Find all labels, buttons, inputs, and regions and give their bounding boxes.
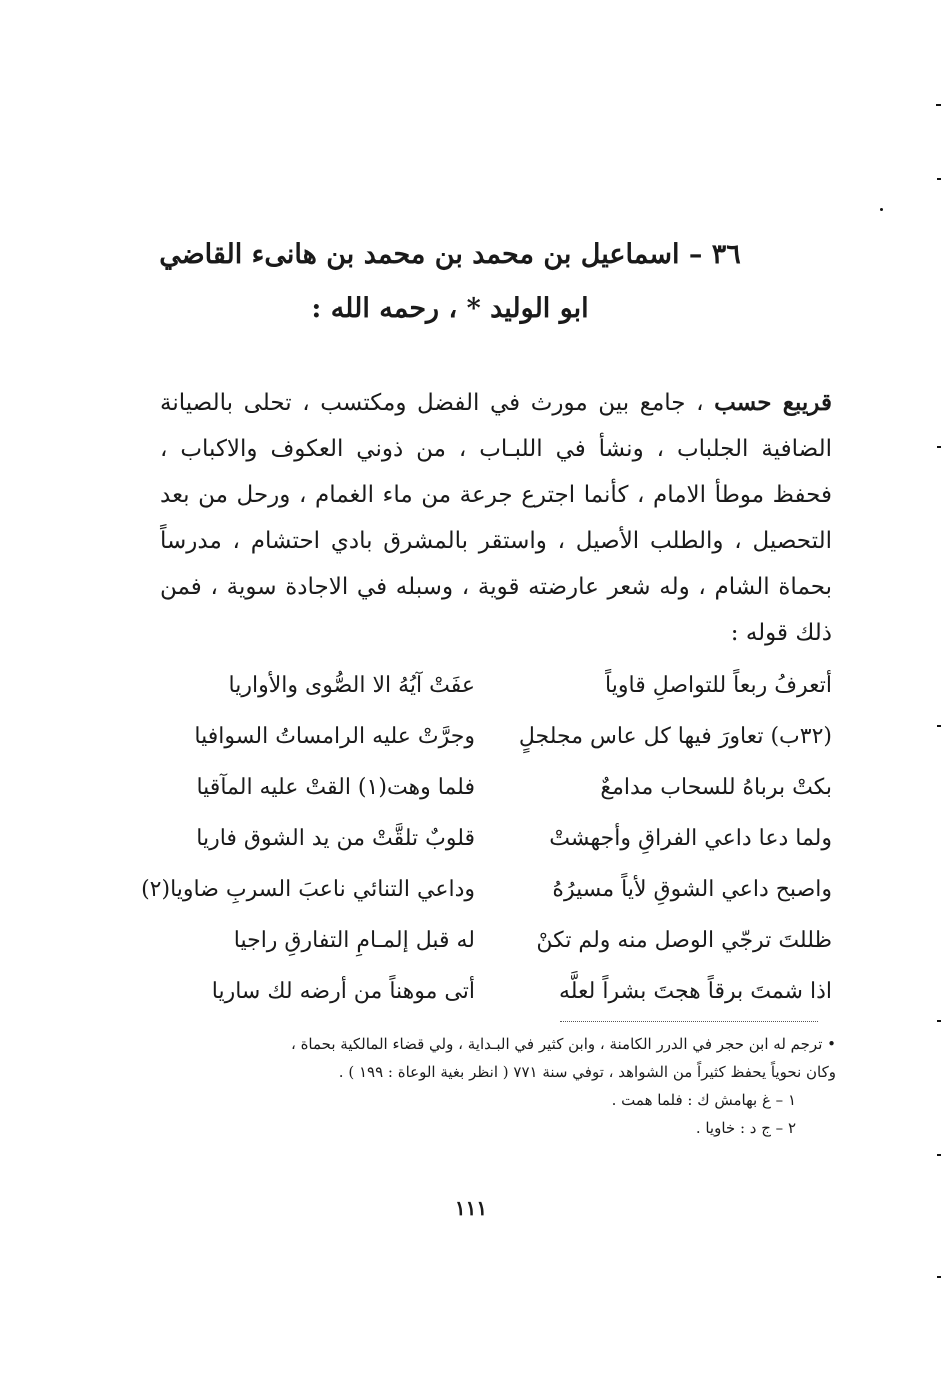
verse-first-hemistich: بكتْ برباهُ للسحاب مدامعٌ (600, 775, 832, 800)
scan-mark (937, 178, 941, 180)
scan-mark (880, 208, 883, 211)
footnotes (160, 1030, 836, 1142)
footnote-1: ١ – غ بهامش ك : فلما همت . (611, 1091, 796, 1109)
footnote-biography-continued: وكان نحوياً يحفظ كثيراً من الشواهد ، توفي سنة ٧٧١ ( انظر بغية الوعاة : ١٩٩ ) . (338, 1063, 836, 1081)
scan-mark (937, 725, 941, 727)
scan-mark (936, 104, 941, 106)
entry-title: ٣٦ – اسماعيل بن محمد بن محمد بن هانىء القاضي (159, 239, 741, 270)
verse-first-hemistich: (٣٢ب) تعاورَ فيها كل عاس مجلجلٍ (518, 724, 832, 749)
verse-first-hemistich: ظللتَ ترجّي الوصل منه ولم تكنْ (536, 928, 832, 953)
verse-second-hemistich: أتى موهناً من أرضه لك ساريا (211, 979, 475, 1004)
paragraph-opening-words: قريبع حسب (714, 389, 832, 416)
page-number: ١١١ (454, 1196, 488, 1220)
paragraph-body: ، جامع بين مورث في الفضل ومكتسب ، تحلى بالصيانة الضافية الجلباب ، ونشأ في اللبـاب ، من ذوني العكوف والاكباب ، فحفظ موطأ الامام ، كأنما اجترع جرعة من ماء الغمام ، ورحل من بعد التحصيل ، والطلب الأصيل ، واستقر بالمشرق بادي احتشام ، مدرساً بحماة الشام ، وله شعر عارضته قوية ، وسبله في الاجادة سوية ، فمن ذلك قوله : (160, 390, 832, 646)
poem-verse (160, 762, 832, 813)
footnote-2: ٢ – ج د : خاويا . (695, 1119, 796, 1137)
poem-verse (160, 813, 832, 864)
poem-verse (160, 660, 832, 711)
entry-subtitle: ابو الوليد * ، رحمه الله : (311, 293, 589, 324)
scan-mark (937, 446, 941, 448)
biography-paragraph (160, 380, 832, 656)
verse-second-hemistich: عفَتْ آيُهُ الا الصُّوى والأواريا (228, 673, 475, 698)
verse-first-hemistich: واصبح داعي الشوقِ لأياً مسيرُهُ (552, 877, 832, 902)
verse-second-hemistich: قلوبٌ تلقَّتْ من يد الشوق فاريا (196, 826, 475, 851)
verse-first-hemistich: أتعرفُ ربعاً للتواصلِ قاوياً (605, 673, 832, 698)
poem-verse (160, 915, 832, 966)
verse-second-hemistich: فلما وهت(١) القتْ عليه المآقيا (196, 775, 475, 800)
verse-second-hemistich: له قبل إلمـامِ التفارقِ راجيا (233, 928, 475, 953)
footnote-separator (560, 1021, 818, 1022)
footnote-biography: • ترجم له ابن حجر في الدرر الكامنة ، وابن كثير في البـداية ، ولي قضاء المالكية بحماة ، (290, 1035, 836, 1053)
scan-mark (937, 1154, 941, 1156)
verse-second-hemistich: وداعي التنائي ناعبَ السربِ ضاويا(٢) (141, 877, 475, 902)
verse-second-hemistich: وجرَّتْ عليه الرامساتُ السوافيا (194, 724, 475, 749)
poem-verse (141, 864, 832, 915)
poem-verse (160, 711, 832, 762)
scan-mark (937, 1020, 941, 1022)
verse-first-hemistich: اذا شمتَ برقاً هجتَ بشراً لعلَّه (558, 979, 832, 1004)
poem-verse (160, 966, 832, 1017)
scan-mark (937, 1276, 941, 1278)
poem (141, 660, 832, 1017)
verse-first-hemistich: ولما دعا داعي الفراقِ وأجهشتْ (549, 826, 832, 851)
entry-heading (150, 228, 750, 336)
